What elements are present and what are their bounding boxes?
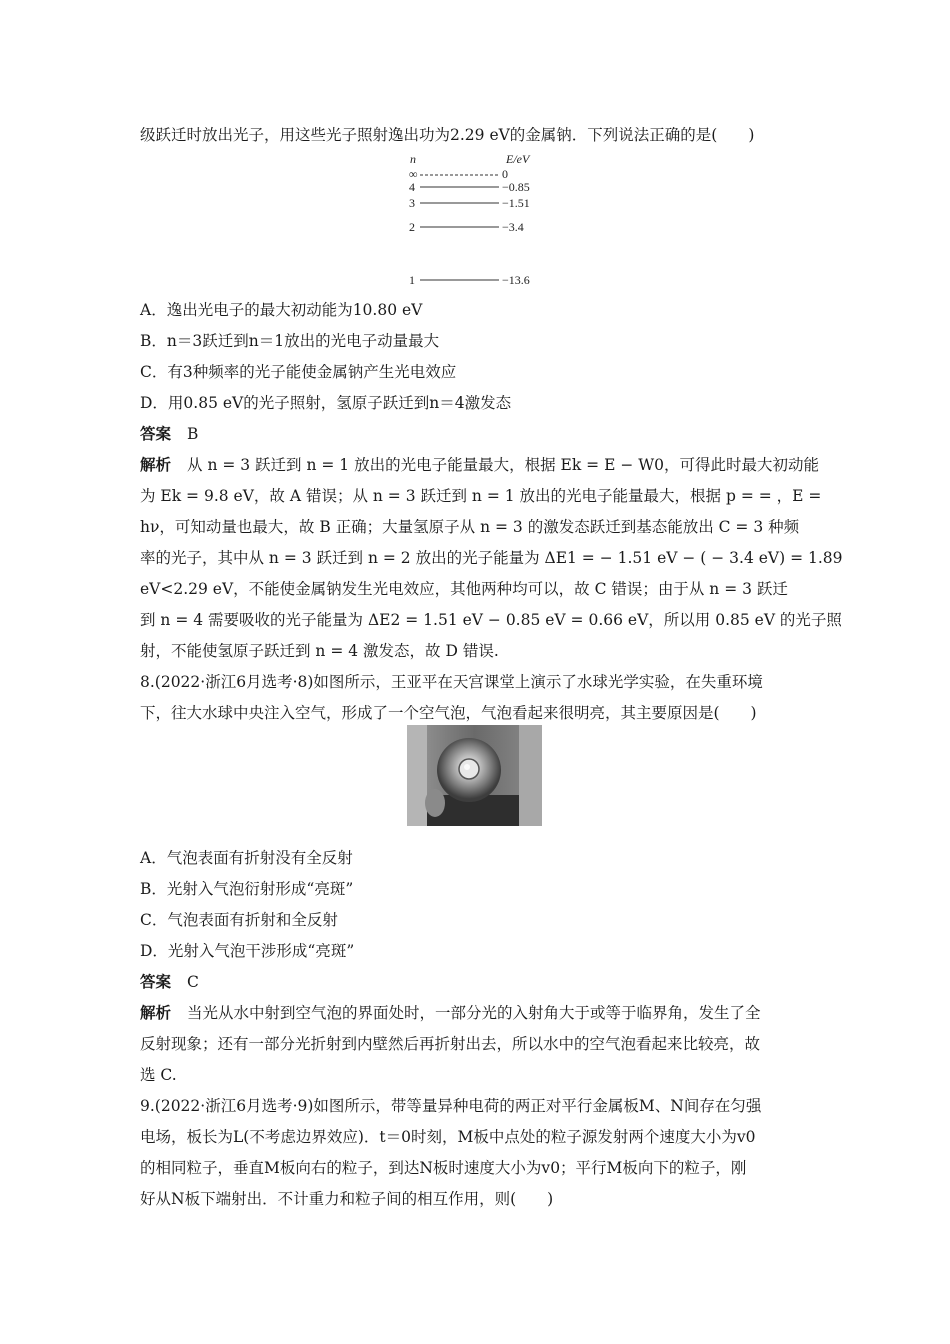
q7-analysis-line-7: 射，不能使氢原子跃迁到 n = 4 激发态，故 D 错误. <box>140 642 499 660</box>
q9-stem-line-1: 9.(2022·浙江6月选考·9)如图所示，带等量异种电荷的两正对平行金属板M、N间存在匀强 <box>140 1097 762 1115</box>
q8-option-a: A．气泡表面有折射没有全反射 <box>140 849 353 867</box>
answer-value: C <box>187 973 199 991</box>
q8-analysis-line-3: 选 C. <box>140 1066 177 1084</box>
q7-analysis-line-3: hν，可知动量也最大，故 B 正确；大量氢原子从 n = 3 的激发态跃迁到基态能放出 C = 3 种频 <box>140 518 800 536</box>
analysis-label: 解析 <box>140 1003 172 1022</box>
q7-stem-tail: 级跃迁时放出光子，用这些光子照射逸出功为2.29 eV的金属钠．下列说法正确的是( ) <box>140 126 755 144</box>
level-e: 0 <box>502 167 508 181</box>
q7-analysis-line-2: 为 Ek = 9.8 eV，故 A 错误；从 n = 3 跃迁到 n = 1 放出的光电子能量最大，根据 p = = ，E = <box>140 487 822 505</box>
answer-label: 答案 <box>140 972 172 991</box>
q7-option-c: C．有3种频率的光子能使金属钠产生光电效应 <box>140 363 457 381</box>
level-n: 4 <box>409 180 415 194</box>
q8-stem-line-2: 下，往大水球中央注入空气，形成了一个空气泡，气泡看起来很明亮，其主要原因是( ) <box>140 704 757 722</box>
level-e: −3.4 <box>502 220 524 234</box>
q9-stem-line-3: 的相同粒子，垂直M板向右的粒子，到达N板时速度大小为v0；平行M板向下的粒子，刚 <box>140 1159 747 1177</box>
level-n: 1 <box>409 273 415 287</box>
q8-option-d: D．光射入气泡干涉形成“亮斑” <box>140 942 355 960</box>
water-ball-photo <box>407 725 542 826</box>
q7-answer-row <box>140 424 198 444</box>
level-n: 3 <box>409 196 415 210</box>
q8-analysis-line-1: 解析 当光从水中射到空气泡的界面处时，一部分光的入射角大于或等于临界角，发生了全 <box>140 1003 761 1022</box>
answer-label: 答案 <box>140 424 172 443</box>
q7-analysis-line-6: 到 n = 4 需要吸收的光子能量为 ΔE2 = 1.51 eV − 0.85 eV = 0.66 eV，所以用 0.85 eV 的光子照 <box>140 611 842 629</box>
q7-analysis-line-5: eV<2.29 eV，不能使金属钠发生光电效应，其他两种均可以，故 C 错误；由于从 n = 3 跃迁 <box>140 580 788 598</box>
diagram-n-header: n <box>410 152 416 166</box>
q9-stem-line-2: 电场，板长为L(不考虑边界效应)．t＝0时刻，M板中点处的粒子源发射两个速度大小为v0 <box>140 1128 756 1146</box>
level-e: −13.6 <box>502 273 530 287</box>
q8-stem-line-1: 8.(2022·浙江6月选考·8)如图所示，王亚平在天宫课堂上演示了水球光学实验，在失重环境 <box>140 673 763 691</box>
level-e: −1.51 <box>502 196 530 210</box>
q8-option-c: C．气泡表面有折射和全反射 <box>140 911 338 929</box>
diagram-e-header: E/eV <box>506 152 530 166</box>
q7-analysis-line-4: 率的光子，其中从 n = 3 跃迁到 n = 2 放出的光子能量为 ΔE1 = − 1.51 eV − ( − 3.4 eV) = 1.89 <box>140 549 843 567</box>
level-e: −0.85 <box>502 180 530 194</box>
q9-stem-line-4: 好从N板下端射出．不计重力和粒子间的相互作用，则( ) <box>140 1190 554 1208</box>
q8-answer-row <box>140 972 199 992</box>
answer-value: B <box>187 425 199 443</box>
q8-analysis-line-2: 反射现象；还有一部分光折射到内壁然后再折射出去，所以水中的空气泡看起来比较亮，故 <box>140 1035 761 1053</box>
q7-option-b: B．n＝3跃迁到n＝1放出的光电子动量最大 <box>140 332 440 350</box>
q7-option-a: A．逸出光电子的最大初动能为10.80 eV <box>140 301 423 319</box>
q8-option-b: B．光射入气泡衍射形成“亮斑” <box>140 880 354 898</box>
q7-analysis-line-1: 解析 从 n = 3 跃迁到 n = 1 放出的光电子能量最大，根据 Ek = E − W0，可得此时最大初动能 <box>140 455 820 474</box>
energy-level-diagram <box>400 152 560 292</box>
level-n: ∞ <box>409 167 418 181</box>
analysis-label: 解析 <box>140 455 172 474</box>
q7-option-d: D．用0.85 eV的光子照射，氢原子跃迁到n＝4激发态 <box>140 394 512 412</box>
photo-illustration <box>407 725 542 826</box>
level-n: 2 <box>409 220 415 234</box>
